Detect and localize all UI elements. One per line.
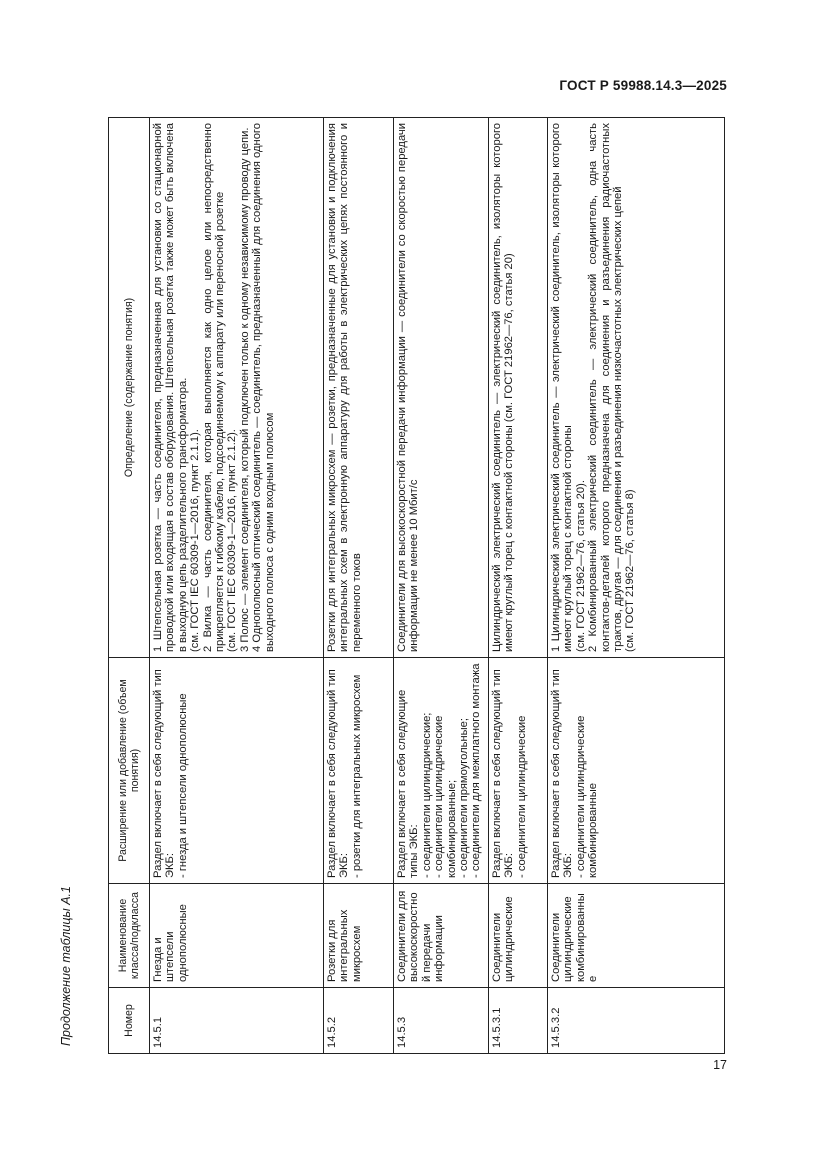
row-name: Розетки для интегральных микросхем [324, 884, 394, 988]
definition-line: (см. ГОСТ IEC 60309-1—2016, пункт 2.1.2). [226, 429, 239, 652]
extension-line: - гнезда и штепсели однополюсные [176, 693, 189, 878]
row-extension [489, 658, 548, 884]
extension-line: Раздел включает в себя следующий тип ЭКБ: [152, 669, 177, 878]
table-row [489, 118, 548, 1054]
extension-line: - соединители цилиндрические; [420, 712, 433, 878]
row-extension [324, 658, 394, 884]
table-header-row [109, 118, 150, 1054]
row-definition [150, 118, 324, 658]
column-header-extension: Расширение или добавление (объем понятия) [109, 658, 150, 884]
definition-line: Цилиндрический электрический соединитель — электрический соединитель, изоляторы которого имеют круглый торец с контактной стороны (см. ГОСТ 21962—76, статья 20) [491, 123, 516, 652]
definition-line: 2 Комбинированный электрический соединитель — электрический соединитель, одна часть контактов-деталей которого предназначена для соединения и разъединения радиочастотных трактов, другая — для соединения и разъединения низкочастотных электрических цепей [587, 123, 625, 652]
row-definition [394, 118, 489, 658]
rotated-table-container [108, 118, 724, 1054]
row-number: 14.5.3.1 [489, 988, 548, 1054]
row-extension [150, 658, 324, 884]
extension-line: Раздел включает в себя следующий тип ЭКБ: [326, 669, 351, 878]
definition-line: 1 Штепсельная розетка — часть соединителя, предназначенная для установки со стационарной проводкой или входящая в состав оборудования. Штепсельная розетка также может быть включена в выходную цепь разделительного трансформатора. [152, 123, 189, 652]
extension-line: - соединители цилиндрические комбинированные [574, 715, 600, 878]
definition-line: 1 Цилиндрический электрический соединитель — электрический соединитель, изоляторы которого имеют круглый торец с контактной стороны [550, 123, 575, 652]
row-number: 14.5.3 [394, 988, 489, 1054]
definition-line: Розетки для интегральных микросхем — розетки, предназначенные для установки и подключения интегральных схем в электронную аппаратуру для работы в электрических цепях постоянного и переменного токов [326, 123, 363, 652]
row-number: 14.5.1 [150, 988, 324, 1054]
table-row [324, 118, 394, 1054]
table-row [150, 118, 324, 1054]
definition-line: (см. ГОСТ 21962—76, статья 20). [574, 480, 587, 652]
table-row [548, 118, 725, 1054]
column-header-number: Номер [109, 988, 150, 1054]
definition-line: Соединители для высокоскоростной передачи информации — соединители со скоростью передачи информации не менее 10 Мбит/с [396, 123, 421, 652]
definition-line: 3 Полюс — элемент соединителя, который подключен только к одному независимому проводу цепи. [238, 127, 251, 652]
row-name: Гнезда и штепсели однополюсные [150, 884, 324, 988]
row-definition [324, 118, 394, 658]
extension-line: - соединители цилиндрические комбинированные; [433, 715, 458, 878]
extension-line: - соединители для межплатного монтажа [470, 663, 483, 878]
classification-table [108, 117, 725, 1054]
row-name: Соединители для высокоскоростной передачи информации [394, 884, 489, 988]
row-extension [548, 658, 725, 884]
table-row [394, 118, 489, 1054]
extension-line: Раздел включает в себя следующий тип ЭКБ: [491, 669, 516, 878]
row-number: 14.5.3.2 [548, 988, 725, 1054]
extension-line: - соединители прямоугольные; [458, 718, 471, 878]
document-code: ГОСТ Р 59988.14.3—2025 [559, 78, 727, 93]
extension-line: - соединители цилиндрические [515, 715, 528, 878]
row-name: Соединители цилиндрические [489, 884, 548, 988]
table-caption: Продолжение таблицы А.1 [59, 886, 73, 1046]
definition-line: 2 Вилка — часть соединителя, которая выполняется как одно целое или непосредственно прикрепляется к гибкому кабелю, подсоединяемому к аппарату или переносной розетке [201, 123, 227, 652]
column-header-name: Наименование класса/подкласса [109, 884, 150, 988]
definition-line: (см. ГОСТ IEC 60309-1—2016, пункт 2.1.1). [189, 429, 202, 652]
column-header-definition: Определение (содержание понятия) [109, 118, 150, 658]
row-number: 14.5.2 [324, 988, 394, 1054]
row-name: Соединители цилиндрические комбинированные [548, 884, 725, 988]
definition-line: 4 Однополюсный оптический соединитель — соединитель, предназначенный для соединения одного выходного полюса с одним входным полюсом [251, 123, 276, 652]
extension-line: - розетки для интегральных микросхем [350, 674, 363, 878]
extension-line: Раздел включает в себя следующий тип ЭКБ: [550, 669, 575, 878]
definition-line: (см. ГОСТ 21962—76, статья 8) [624, 489, 637, 652]
row-definition [548, 118, 725, 658]
page-number: 17 [713, 1058, 727, 1072]
row-definition [489, 118, 548, 658]
extension-line: Раздел включает в себя следующие типы ЭКБ: [396, 689, 421, 878]
row-extension [394, 658, 489, 884]
